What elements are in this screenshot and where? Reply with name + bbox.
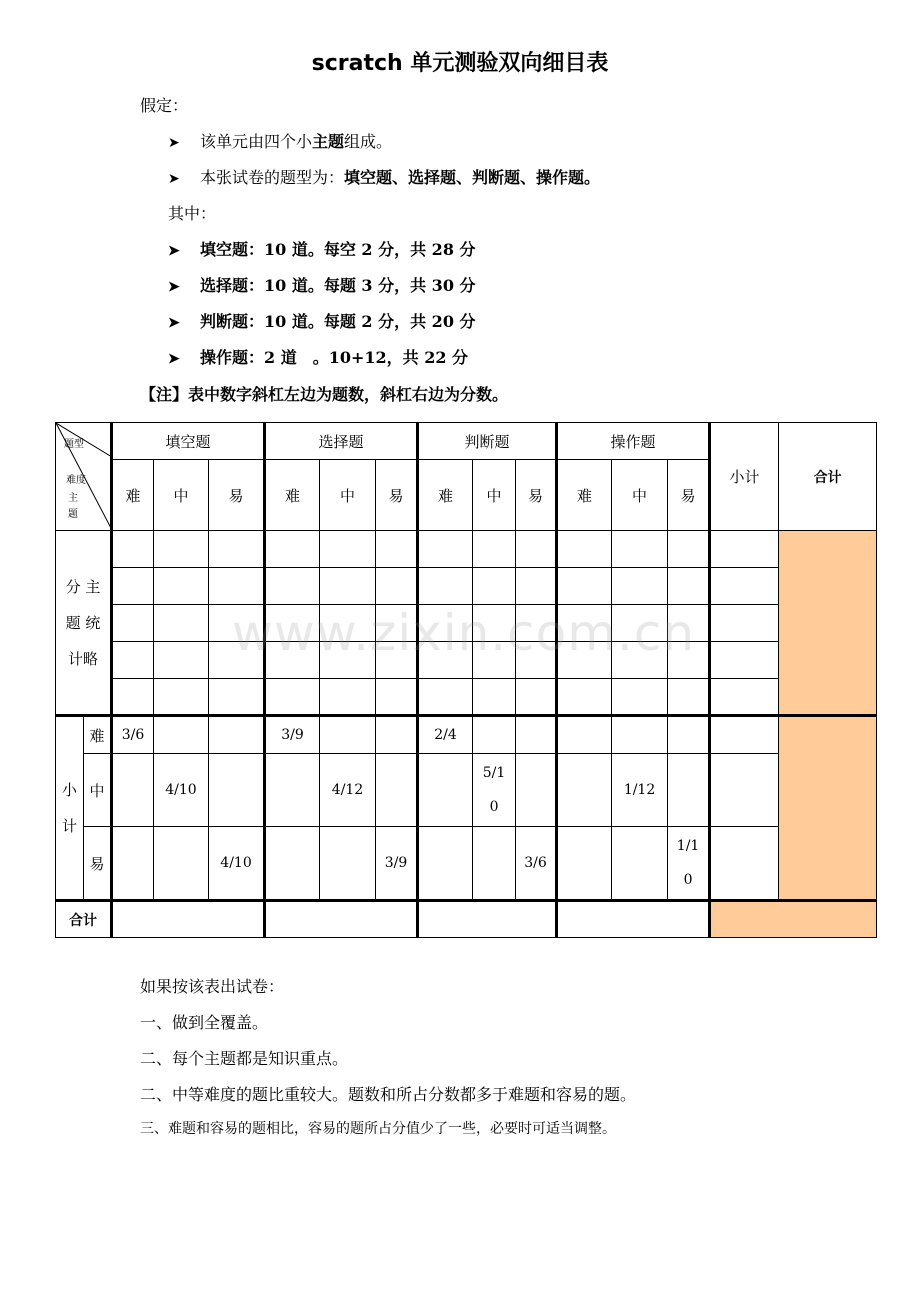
detail-operation: ➤ 操作题：2 道 。10+12，共 22 分	[168, 348, 469, 367]
sub-level-mid: 中	[84, 754, 112, 827]
level-mid: 中	[473, 460, 516, 531]
note: 【注】表中数字斜杠左边为题数，斜杠右边为分数。	[140, 385, 509, 404]
corner-topic-label-2: 题	[68, 509, 78, 520]
level-hard: 难	[112, 460, 154, 531]
cell-choice-hard: 3/9	[265, 716, 320, 754]
grand-total-filled-cell	[710, 901, 877, 938]
header-subtotal: 小计	[710, 423, 779, 531]
detail-fill: ➤ 填空题：10 道。每空 2 分，共 28 分	[168, 240, 476, 259]
detail-judge: ➤ 判断题：10 道。每题 2 分，共 20 分	[168, 312, 476, 331]
cell-choice-easy: 3/9	[376, 827, 418, 901]
level-hard: 难	[557, 460, 612, 531]
topic-section-label: 分 主 题 统 计略	[56, 531, 112, 716]
arrow-bullet-icon: ➤	[168, 315, 180, 331]
level-mid: 中	[612, 460, 668, 531]
cell-judge-mid: 5/1 0	[473, 754, 516, 827]
header-type-choice: 选择题	[265, 423, 418, 460]
header-total: 合计	[779, 423, 877, 531]
cell-fill-mid: 4/10	[154, 754, 209, 827]
outro-line-2: 二、每个主题都是知识重点。	[140, 1049, 349, 1068]
header-type-fill: 填空题	[112, 423, 265, 460]
page-title: scratch 单元测验双向细目表	[311, 51, 609, 76]
cell-judge-hard: 2/4	[418, 716, 473, 754]
arrow-bullet-icon: ➤	[168, 135, 180, 151]
cell-fill-easy: 4/10	[209, 827, 265, 901]
spec-table	[55, 422, 877, 938]
cell-choice-mid: 4/12	[320, 754, 376, 827]
arrow-bullet-icon: ➤	[168, 351, 180, 367]
level-mid: 中	[154, 460, 209, 531]
level-mid: 中	[320, 460, 376, 531]
intro-item-topics: ➤ 该单元由四个小主题组成。	[168, 132, 393, 151]
subtotal-section-label: 小 计	[56, 716, 84, 901]
subtotal-filled-cell	[779, 716, 877, 901]
among-label: 其中：	[168, 204, 217, 223]
outro-line-1: 一、做到全覆盖。	[140, 1013, 269, 1032]
corner-level-label: 难度	[66, 475, 86, 486]
level-easy: 易	[376, 460, 418, 531]
sub-level-easy: 易	[84, 827, 112, 901]
watermark: www.zixin.com.cn	[232, 604, 696, 662]
arrow-bullet-icon: ➤	[168, 243, 180, 259]
corner-cell	[56, 423, 112, 531]
cell-op-mid: 1/12	[612, 754, 668, 827]
outro-line-0: 如果按该表出试卷：	[140, 977, 285, 996]
outro-line-4: 三、难题和容易的题相比，容易的题所占分值少了一些，必要时可适当调整。	[140, 1121, 616, 1137]
header-type-judge: 判断题	[418, 423, 557, 460]
arrow-bullet-icon: ➤	[168, 279, 180, 295]
level-hard: 难	[418, 460, 473, 531]
corner-topic-label-1: 主	[68, 493, 78, 504]
cell-judge-easy: 3/6	[516, 827, 557, 901]
total-row-label: 合计	[56, 901, 112, 938]
total-filled-cell	[779, 531, 877, 716]
cell-op-easy: 1/1 0	[668, 827, 710, 901]
arrow-bullet-icon: ➤	[168, 171, 180, 187]
cell-fill-hard: 3/6	[112, 716, 154, 754]
assume-label: 假定：	[140, 96, 189, 115]
corner-type-label: 题型	[64, 439, 84, 450]
outro-line-3: 二、中等难度的题比重较大。题数和所占分数都多于难题和容易的题。	[140, 1085, 637, 1104]
sub-level-hard: 难	[84, 716, 112, 754]
level-easy: 易	[516, 460, 557, 531]
detail-choice: ➤ 选择题：10 道。每题 3 分，共 30 分	[168, 276, 476, 295]
level-hard: 难	[265, 460, 320, 531]
header-type-operation: 操作题	[557, 423, 710, 460]
level-easy: 易	[668, 460, 710, 531]
intro-item-types: ➤ 本张试卷的题型为：填空题、选择题、判断题、操作题。	[168, 168, 601, 187]
level-easy: 易	[209, 460, 265, 531]
